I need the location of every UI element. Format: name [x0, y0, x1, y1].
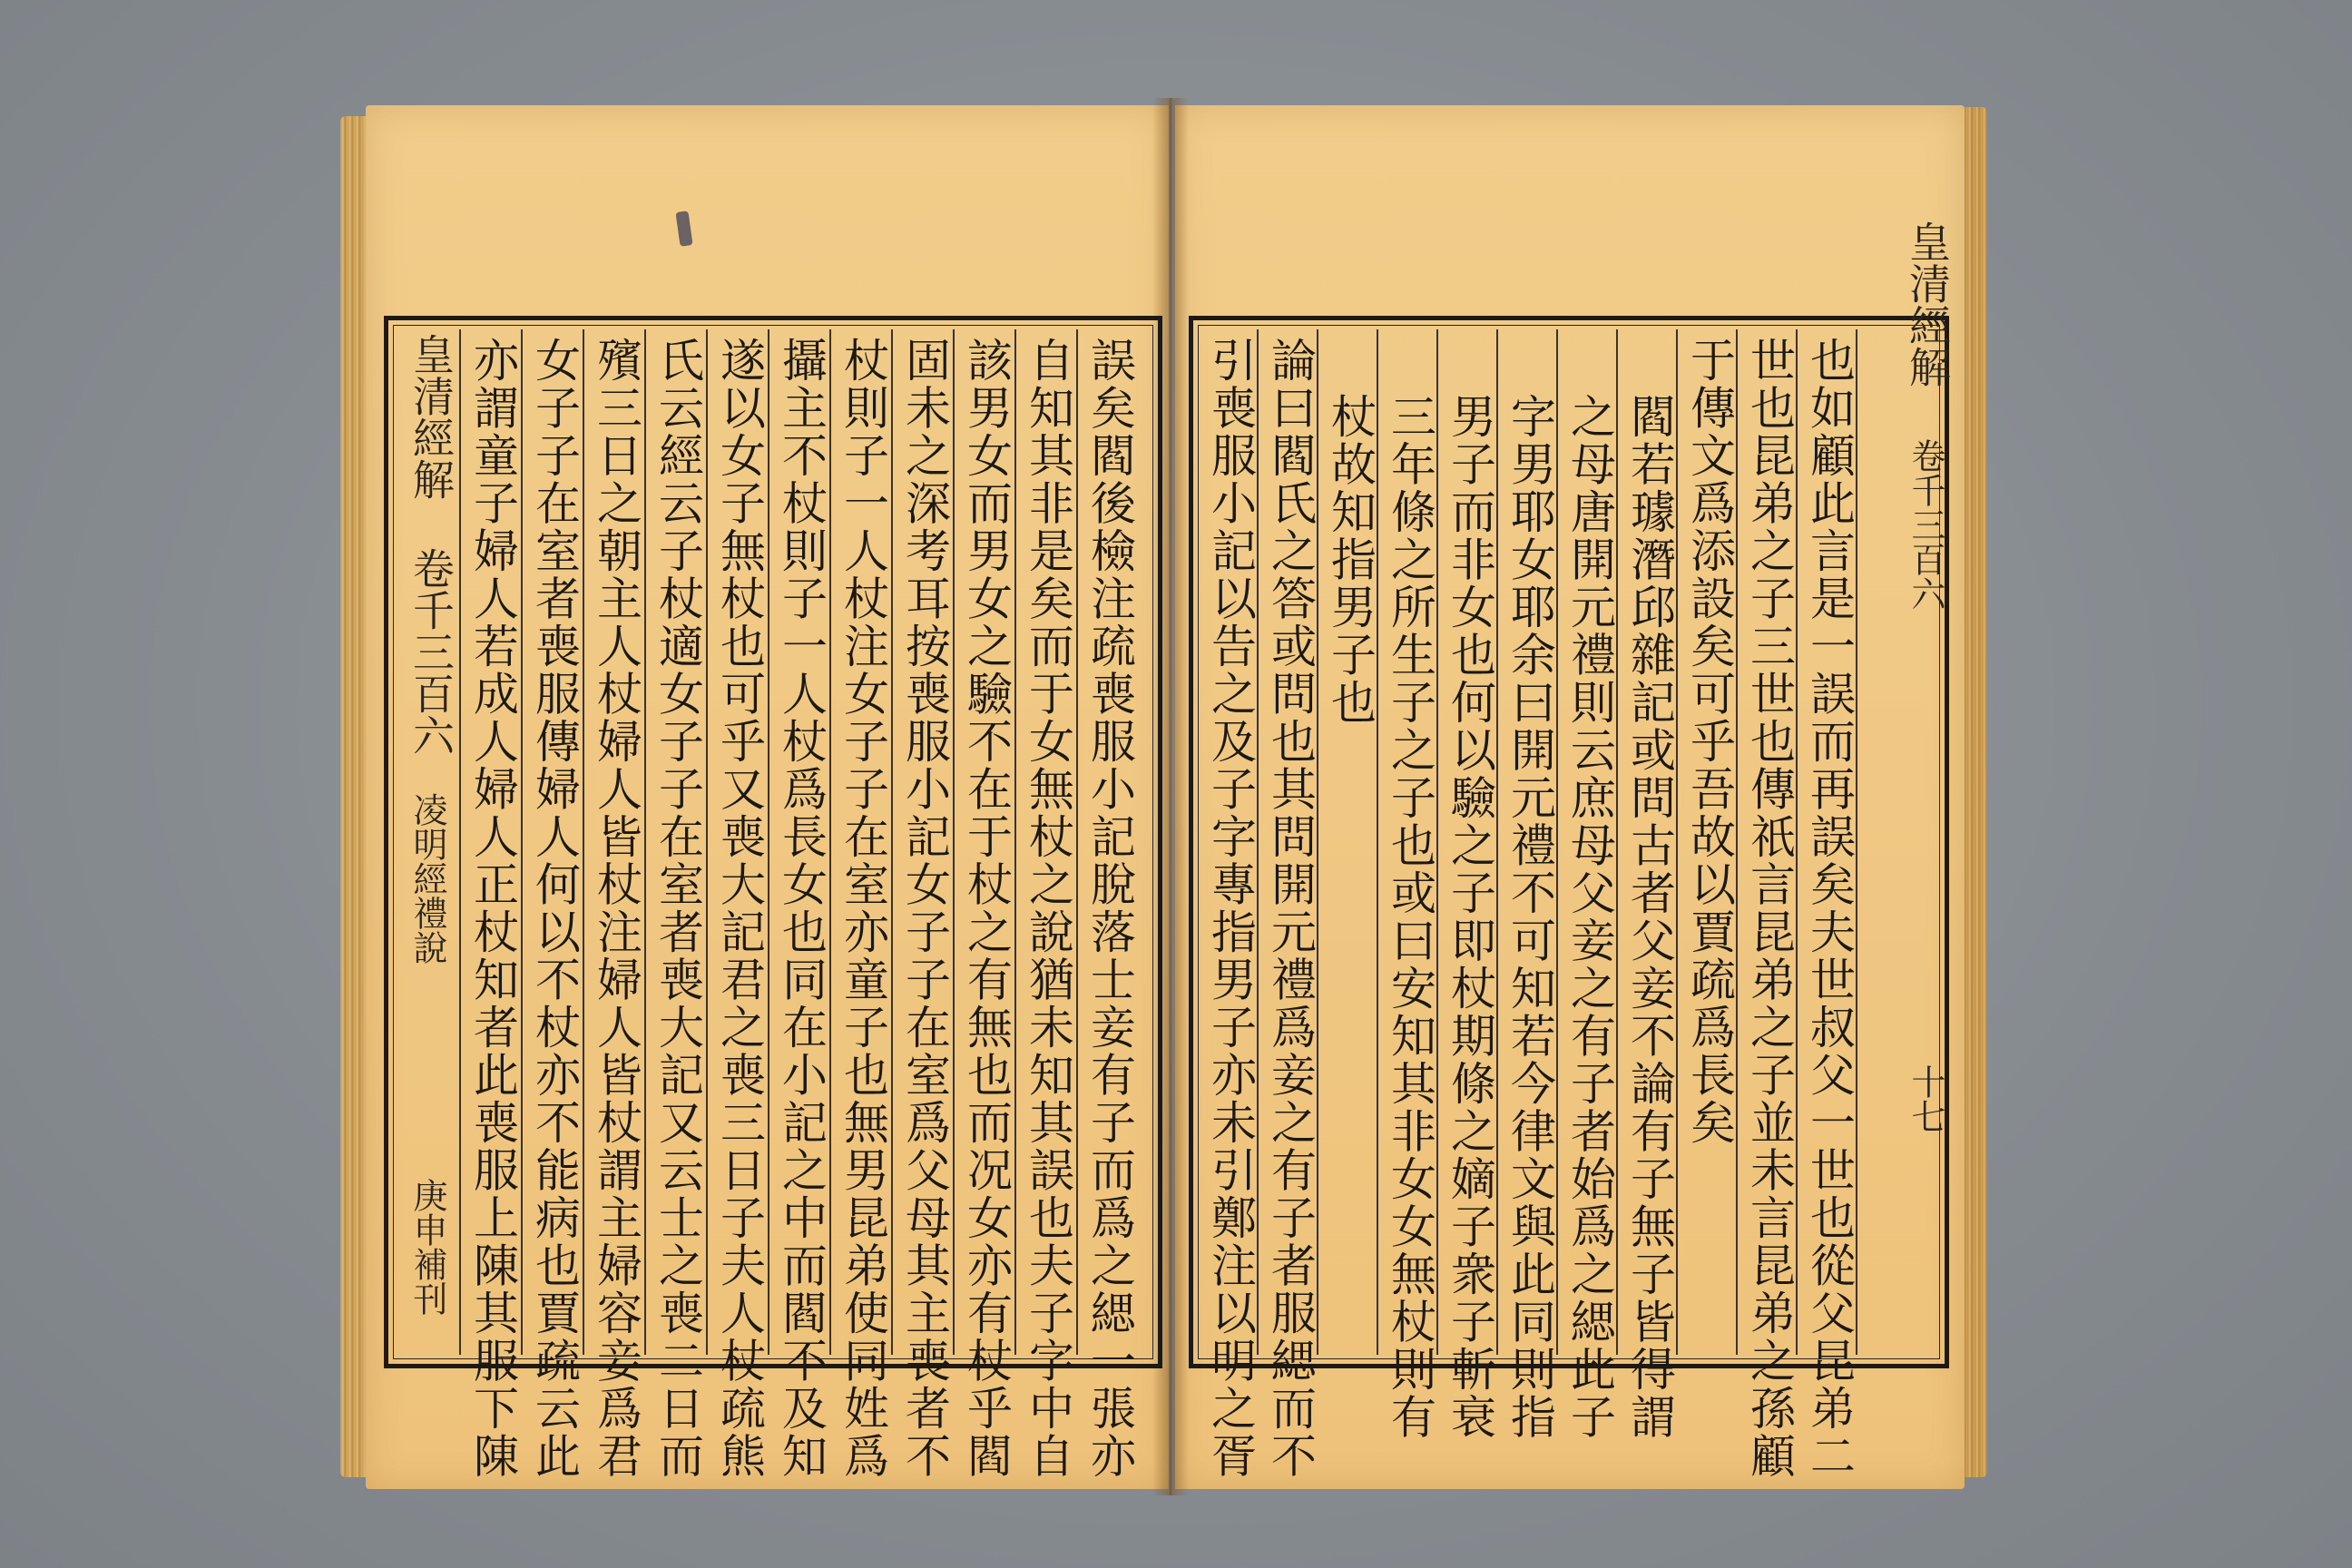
- left-text-column: 亦謂童子婦人若成人婦人正杖知者此喪服上陳其服下陳: [466, 337, 519, 1480]
- left-margin-subtitle: 凌明經禮說: [407, 792, 447, 965]
- left-text-frame: [384, 316, 1162, 1480]
- left-text-column: 該男女而男女之驗不在于杖之有無也而况女亦有杖乎閻: [960, 337, 1013, 1480]
- open-book: [340, 98, 1987, 1495]
- right-text-column: 于傳文爲添設矣可乎吾故以賈疏爲長矣: [1683, 337, 1736, 1147]
- left-text-column: 自知其非是矣而于女無杖之說猶未知其誤也夫子字中自: [1022, 337, 1074, 1480]
- right-text-column: 杖故知指男子也: [1324, 393, 1377, 727]
- right-text-column: 閻若璩潛邱雜記或問古者父妾不論有子無子皆得謂: [1623, 393, 1676, 1441]
- right-text-column: 男子而非女也何以驗之子即杖期條之嫡子衆子斬衰: [1444, 393, 1496, 1441]
- right-text-column: 引喪服小記以告之及子字專指男子亦未引鄭注以明之胥: [1204, 337, 1257, 1480]
- right-text-column: 世也昆弟之子三世也傳祇言昆弟之子並未言昆弟之孫顧: [1743, 337, 1796, 1480]
- left-text-column: 杖則子一人杖注女子子在室亦童子也無男昆弟使同姓爲: [837, 337, 889, 1480]
- left-text-column: 遂以女子無杖也可乎又喪大記君之喪三日子夫人杖疏熊: [713, 337, 766, 1480]
- right-margin-chapter: 卷千三百六: [1906, 438, 1945, 611]
- right-margin-title: 皇清經解: [1903, 220, 1952, 387]
- left-text-column: 女子子在室者喪服傳婦人何以不杖亦不能病也賈疏云此: [528, 337, 581, 1480]
- left-margin-chapter: 卷千三百六: [407, 547, 456, 756]
- right-text-column: 三年條之所生子之子也或曰安知其非女女無杖則有: [1384, 393, 1436, 1441]
- left-margin-footer: 庚申補刊: [407, 1178, 447, 1316]
- left-text-column: 攝主不杖則子一人杖爲長女也同在小記之中而閻不及知: [775, 337, 828, 1480]
- left-text-column: 固未之深考耳按喪服小記女子子在室爲父母其主喪者不: [898, 337, 951, 1480]
- right-text-column: 字男耶女耶余曰開元禮不可知若今律文與此同則指: [1504, 393, 1556, 1441]
- right-text-column: 之母唐開元禮則云庶母父妾之有子者始爲之緦此子: [1563, 393, 1616, 1441]
- right-text-column: 也如顧此言是一誤而再誤矣夫世叔父一世也從父昆弟二: [1803, 337, 1856, 1480]
- right-text-frame: [1189, 220, 1952, 1480]
- left-text-column: 氏云經云子杖適女子子在室者喪大記又云士之喪二日而: [652, 337, 704, 1480]
- left-text-column: 誤矣閻後檢注疏喪服小記脫落士妾有子而爲之緦一張亦: [1083, 337, 1136, 1480]
- right-margin-page: 十七: [1906, 1064, 1945, 1133]
- left-margin-title: 皇清經解: [407, 333, 456, 500]
- right-text-column: 論曰閻氏之答或問也其問開元禮爲妾之有子者服緦而不: [1264, 337, 1317, 1480]
- left-text-column: 殯三日之朝主人杖婦人皆杖注婦人皆杖謂主婦容妾爲君: [590, 337, 642, 1480]
